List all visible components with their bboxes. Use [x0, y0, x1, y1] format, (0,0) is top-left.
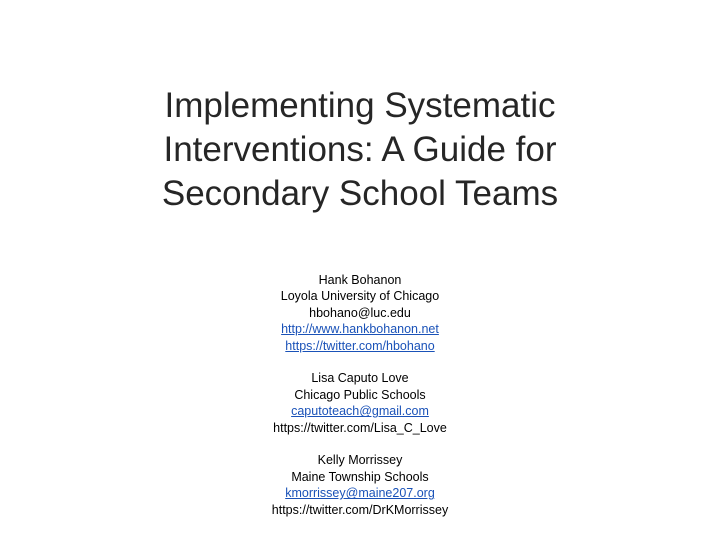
title-line: Secondary School Teams	[161, 174, 559, 213]
author-affiliation: Maine Township Schools	[291, 469, 429, 484]
author-name: Kelly Morrissey	[317, 453, 403, 468]
title-line: Interventions: A Guide for	[163, 130, 557, 169]
spacer	[160, 354, 560, 370]
author-affiliation: Chicago Public Schools	[294, 387, 426, 402]
title-line: Implementing Systematic	[164, 86, 556, 125]
author-block-love	[160, 370, 560, 436]
author-contacts	[160, 272, 560, 518]
website-link[interactable]: http://www.hankbohanon.net	[281, 322, 439, 337]
spacer	[160, 436, 560, 452]
twitter-link[interactable]: https://twitter.com/hbohano	[285, 338, 435, 353]
author-block-bohanon	[160, 272, 560, 354]
slide-title	[60, 84, 660, 216]
email-link[interactable]: caputoteach@gmail.com	[291, 404, 429, 419]
author-twitter: https://twitter.com/Lisa_C_Love	[273, 420, 447, 435]
author-twitter: https://twitter.com/DrKMorrissey	[271, 502, 449, 517]
author-affiliation: Loyola University of Chicago	[280, 289, 440, 304]
author-block-morrissey	[160, 452, 560, 518]
email-link[interactable]: kmorrissey@maine207.org	[285, 486, 435, 501]
author-name: Hank Bohanon	[318, 273, 402, 287]
author-email: hbohano@luc.edu	[309, 305, 411, 320]
author-name: Lisa Caputo Love	[311, 371, 409, 386]
